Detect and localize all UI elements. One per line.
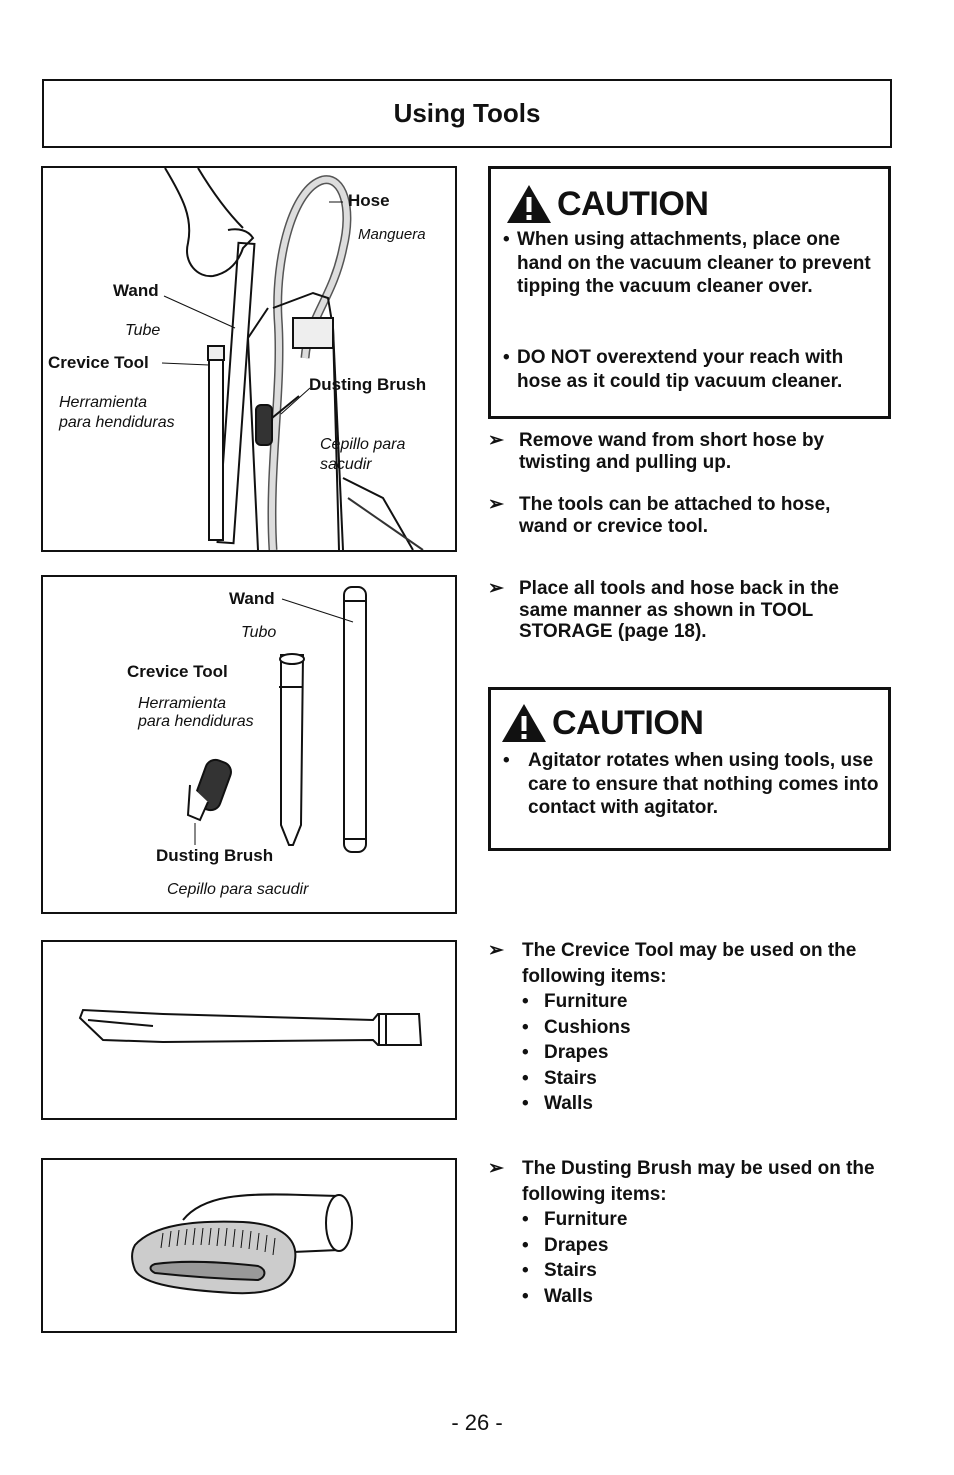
bullet-text: DO NOT overextend your reach with hose as it could tip vacuum cleaner. — [517, 347, 844, 392]
crevice-tool-illustration — [43, 942, 455, 1118]
label-wand-2: Wand — [229, 589, 275, 608]
list-item: • Walls — [522, 1093, 593, 1115]
label-crevice-es-2a: Herramienta — [138, 695, 227, 712]
caution-label-2: CAUTION — [552, 703, 704, 742]
warning-icon — [500, 702, 548, 744]
figure-tools-set — [41, 575, 457, 914]
label-hose-es: Manguera — [358, 226, 426, 243]
list-item: • Stairs — [522, 1260, 597, 1282]
list-item: • Furniture — [522, 991, 628, 1012]
step-store-tools — [488, 578, 888, 644]
list-item: • Cushions — [522, 1016, 631, 1038]
step-text: Place all tools and hose back in the same manner as shown in TOOL STORAGE (page 18). — [519, 578, 839, 642]
caution-heading-2 — [500, 702, 703, 744]
bullet-mark: • — [503, 347, 510, 368]
label-brush-es-1: Cepillo para — [320, 436, 406, 453]
uses-intro: The Crevice Tool may be used on the following items: — [522, 940, 857, 987]
bullet-text: When using attachments, place one hand on the vacuum cleaner to prevent tipping the vacuum cleaner over. — [517, 229, 871, 297]
list-item: • Drapes — [522, 1234, 609, 1256]
label-crevice-tool: Crevice Tool — [48, 353, 149, 372]
list-item: • Furniture — [522, 1209, 628, 1230]
brush-uses-list — [522, 1207, 627, 1309]
label-wand-es: Tube — [125, 322, 161, 339]
caution-heading-1 — [505, 183, 708, 225]
bullet-mark: • — [503, 229, 510, 250]
label-dusting-brush: Dusting Brush — [309, 375, 427, 394]
caution-box-attachments — [488, 166, 891, 419]
label-hose: Hose — [348, 191, 390, 210]
caution-label-1: CAUTION — [557, 184, 709, 223]
label-crevice-es-1: Herramienta — [59, 394, 148, 411]
crevice-tool-uses — [488, 938, 908, 1118]
caution-bullet-agitator — [503, 749, 883, 821]
label-wand-es-2: Tubo — [241, 624, 277, 641]
figure-vacuum-tools — [41, 166, 457, 552]
page-title: Using Tools — [42, 79, 892, 148]
figure-dusting-brush — [41, 1158, 457, 1333]
caution-bullet-2 — [503, 346, 883, 394]
list-item: • Walls — [522, 1285, 593, 1307]
list-item: • Stairs — [522, 1067, 597, 1089]
crevice-uses-list — [522, 989, 631, 1117]
label-crevice-es-2: para hendiduras — [59, 414, 175, 431]
list-item: • Drapes — [522, 1042, 609, 1064]
arrow-icon: ➢ — [488, 578, 504, 599]
step-remove-wand — [488, 430, 888, 476]
uses-intro: The Dusting Brush may be used on the following items: — [522, 1158, 875, 1205]
label-wand: Wand — [113, 281, 159, 300]
label-crevice-tool-2: Crevice Tool — [127, 662, 228, 681]
arrow-icon: ➢ — [488, 494, 504, 515]
caution-box-agitator — [488, 687, 891, 851]
caution-bullet-1 — [503, 228, 883, 324]
warning-icon — [505, 183, 553, 225]
arrow-icon: ➢ — [488, 1158, 504, 1179]
label-dusting-brush-2: Dusting Brush — [156, 846, 274, 865]
dusting-brush-illustration — [43, 1160, 455, 1331]
arrow-icon: ➢ — [488, 940, 504, 961]
page-number: - 26 - — [451, 1410, 503, 1435]
dusting-brush-uses — [488, 1156, 908, 1316]
step-text: The tools can be attached to hose, wand or crevice tool. — [519, 494, 831, 537]
bullet-text: Agitator rotates when using tools, use care to ensure that nothing comes into contact with agitator. — [528, 750, 879, 818]
label-crevice-es-2b: para hendiduras — [138, 713, 254, 730]
step-attach-tools — [488, 494, 888, 540]
bullet-mark: • — [503, 750, 510, 771]
arrow-icon: ➢ — [488, 430, 504, 451]
label-brush-es-2: sacudir — [320, 456, 372, 473]
figure-crevice-tool — [41, 940, 457, 1120]
label-brush-es-2: Cepillo para sacudir — [167, 881, 309, 898]
step-text: Remove wand from short hose by twisting and pulling up. — [519, 430, 825, 473]
